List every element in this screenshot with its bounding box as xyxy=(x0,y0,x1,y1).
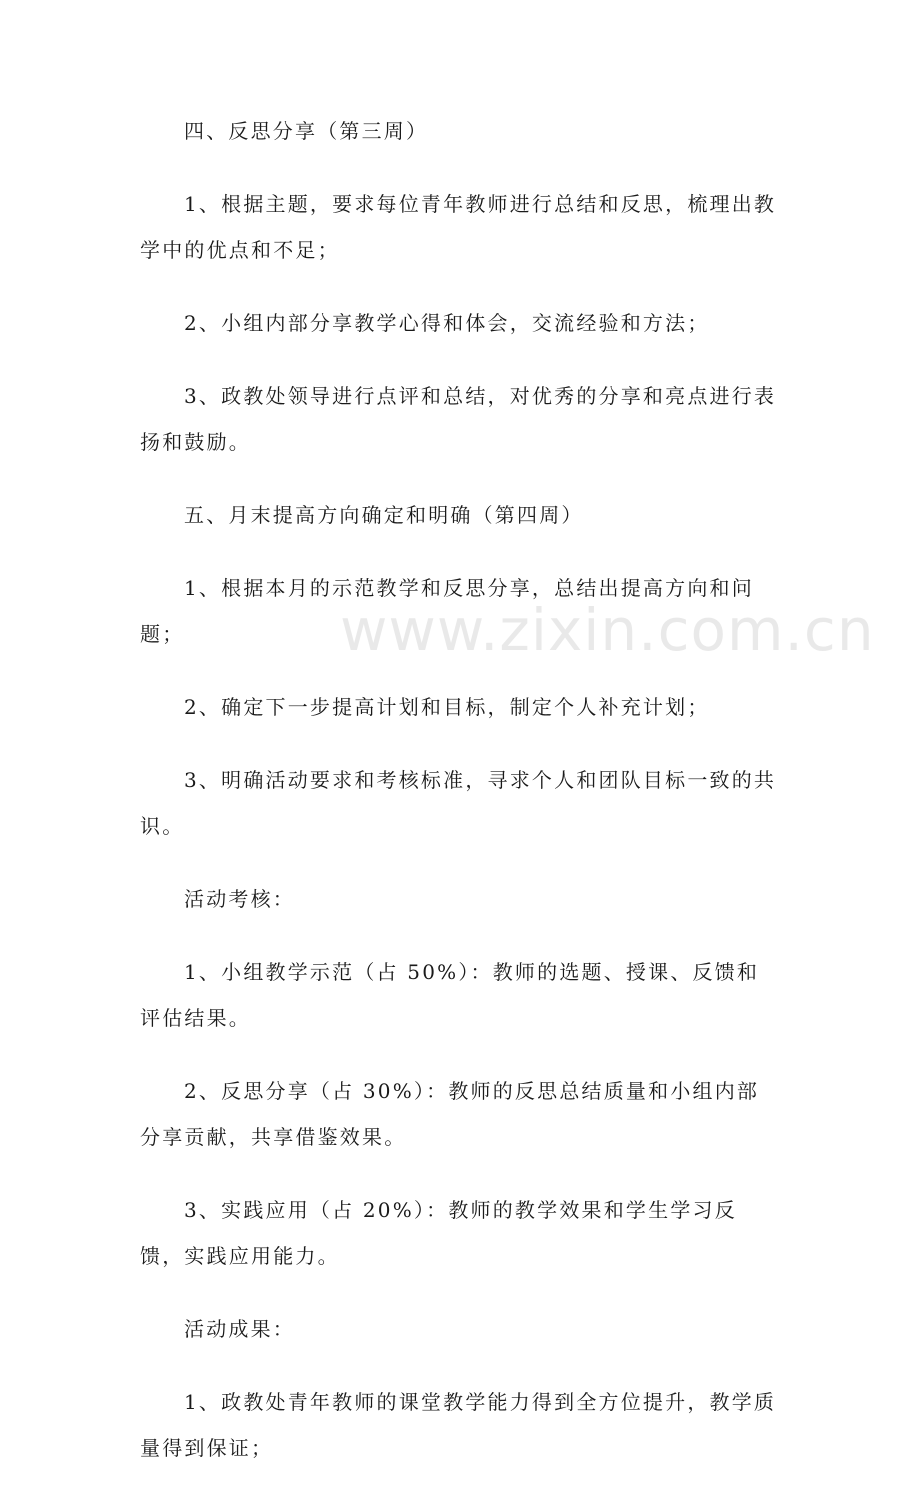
document-body xyxy=(140,108,780,1498)
paragraph: 1、根据本月的示范教学和反思分享，总结出提高方向和问题； xyxy=(140,576,754,646)
paragraph: 1、根据主题，要求每位青年教师进行总结和反思，梳理出教学中的优点和不足； xyxy=(140,192,777,262)
paragraph: 3、政教处领导进行点评和总结，对优秀的分享和亮点进行表扬和鼓励。 xyxy=(140,384,777,454)
watermark: www.zixin.com.cn xyxy=(340,596,875,664)
section-heading-results: 活动成果： xyxy=(184,1317,295,1341)
section-heading-assessment: 活动考核： xyxy=(184,887,295,911)
paragraph: 3、实践应用（占 20%）：教师的教学效果和学生学习反馈，实践应用能力。 xyxy=(140,1198,737,1268)
paragraph: 1、小组教学示范（占 50%）：教师的选题、授课、反馈和评估结果。 xyxy=(140,960,760,1030)
paragraph: 2、反思分享（占 30%）：教师的反思总结质量和小组内部分享贡献，共享借鉴效果。 xyxy=(140,1079,760,1149)
paragraph: 3、明确活动要求和考核标准，寻求个人和团队目标一致的共识。 xyxy=(140,768,777,838)
paragraph: 2、小组内部分享教学心得和体会，交流经验和方法； xyxy=(184,311,710,335)
paragraph: 2、确定下一步提高计划和目标，制定个人补充计划； xyxy=(184,695,710,719)
section-heading-month-end: 五、月末提高方向确定和明确（第四周） xyxy=(184,503,584,527)
section-heading-reflection: 四、反思分享（第三周） xyxy=(184,119,429,143)
paragraph: 1、政教处青年教师的课堂教学能力得到全方位提升，教学质量得到保证； xyxy=(140,1390,777,1460)
